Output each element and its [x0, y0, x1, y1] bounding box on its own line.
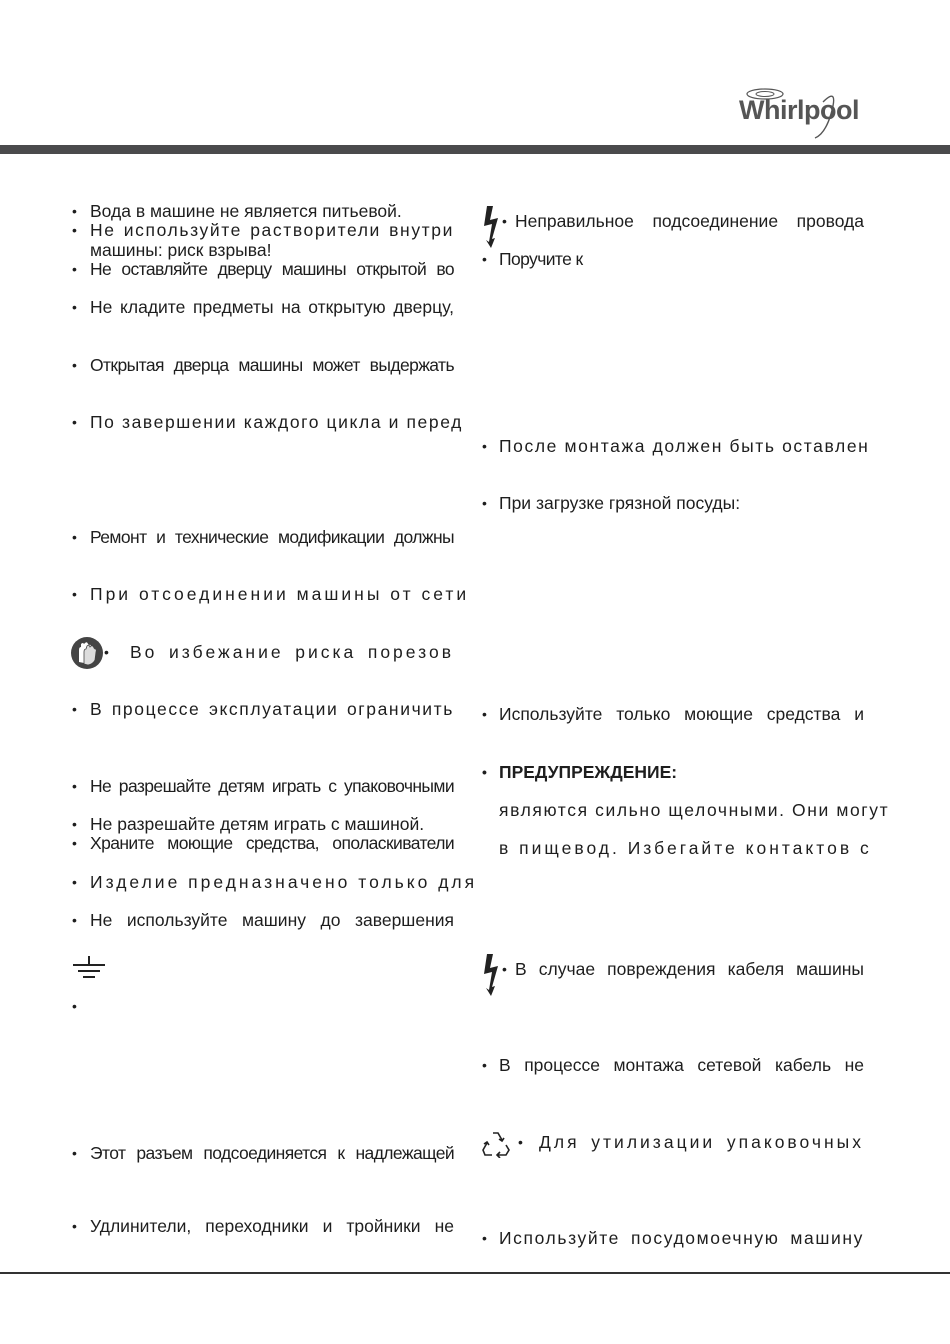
- ground-symbol-icon: [72, 956, 106, 980]
- bullet: •: [72, 529, 77, 545]
- bullet: •: [72, 1218, 77, 1234]
- lightning-bolt-icon: [483, 952, 503, 996]
- gloves-icon: [70, 636, 104, 670]
- left-line-8: Ремонт и технические модификации должны: [90, 527, 454, 547]
- bullet: •: [72, 261, 77, 277]
- lightning-bolt-icon: [483, 204, 503, 248]
- bullet: •: [482, 495, 487, 511]
- svg-text:Whirlpool: Whirlpool: [739, 95, 859, 125]
- right-line-6-warning: ПРЕДУПРЕЖДЕНИЕ:: [499, 762, 678, 782]
- left-line-15: Изделие предназначено только для: [90, 872, 478, 892]
- right-line-1: Неправильное подсоединение провода: [515, 211, 864, 231]
- bullet: •: [482, 1230, 487, 1246]
- bullet: •: [72, 299, 77, 315]
- right-line-4: При загрузке грязной посуды:: [499, 493, 741, 513]
- left-line-10: Во избежание риска порезов: [130, 642, 454, 662]
- bullet: •: [72, 586, 77, 602]
- left-line-1: Вода в машине не является питьевой.: [90, 201, 402, 221]
- bullet: •: [482, 706, 487, 722]
- bullet: •: [518, 1134, 523, 1150]
- left-line-2: Не используйте растворители внутри: [90, 220, 454, 240]
- bullet: •: [72, 1145, 77, 1161]
- right-line-10: В процессе монтажа сетевой кабель не: [499, 1055, 864, 1075]
- bullet: •: [104, 644, 109, 660]
- left-line-19: Удлинители, переходники и тройники не: [90, 1216, 454, 1236]
- bullet: •: [72, 222, 77, 238]
- bullet: •: [482, 438, 487, 454]
- right-line-2: Поручите к: [499, 249, 583, 269]
- bullet: •: [72, 816, 77, 832]
- right-line-3: После монтажа должен быть оставлен: [499, 436, 870, 456]
- left-line-13: Не разрешайте детям играть с машиной.: [90, 814, 425, 834]
- bullet: •: [502, 961, 507, 977]
- right-line-9: В случае повреждения кабеля машины: [515, 959, 864, 979]
- bullet: •: [72, 835, 77, 851]
- left-line-12: Не разрешайте детям играть с упаковочными: [90, 776, 454, 796]
- right-line-12: Используйте посудомоечную машину: [499, 1228, 864, 1248]
- bullet: •: [72, 912, 77, 928]
- recycle-icon: [482, 1130, 510, 1158]
- bullet: •: [502, 213, 507, 229]
- bullet: •: [72, 414, 77, 430]
- left-line-4: Не оставляйте дверцу машины открытой во: [90, 259, 454, 279]
- header-bar: [0, 145, 950, 154]
- bullet: •: [72, 701, 77, 717]
- left-line-5: Не кладите предметы на открытую дверцу,: [90, 297, 454, 317]
- bullet: •: [482, 1057, 487, 1073]
- left-line-14: Храните моющие средства, ополаскиватели: [90, 833, 454, 853]
- bullet: •: [72, 998, 77, 1014]
- right-line-8: в пищевод. Избегайте контактов с: [499, 838, 872, 858]
- right-line-11: Для утилизации упаковочных: [539, 1132, 864, 1152]
- bullet: •: [72, 357, 77, 373]
- right-line-5: Используйте только моющие средства и: [499, 704, 864, 724]
- left-line-18: Этот разъем подсоединяется к надлежащей: [90, 1143, 454, 1163]
- left-line-6: Открытая дверца машины может выдержать: [90, 355, 454, 375]
- right-line-7: являются сильно щелочными. Они могут: [499, 800, 890, 820]
- left-line-7: По завершении каждого цикла и перед: [90, 412, 463, 432]
- left-line-11: В процессе эксплуатации ограничить: [90, 699, 454, 719]
- bullet: •: [72, 778, 77, 794]
- left-line-9: При отсоединении машины от сети: [90, 584, 470, 604]
- left-line-3: машины: риск взрыва!: [90, 240, 272, 260]
- left-line-16: Не используйте машину до завершения: [90, 910, 454, 930]
- bullet: •: [482, 251, 487, 267]
- whirlpool-logo: [735, 84, 865, 140]
- bullet: •: [72, 203, 77, 219]
- bullet: •: [72, 874, 77, 890]
- bullet: •: [482, 764, 487, 780]
- footer-rule: [0, 1272, 950, 1274]
